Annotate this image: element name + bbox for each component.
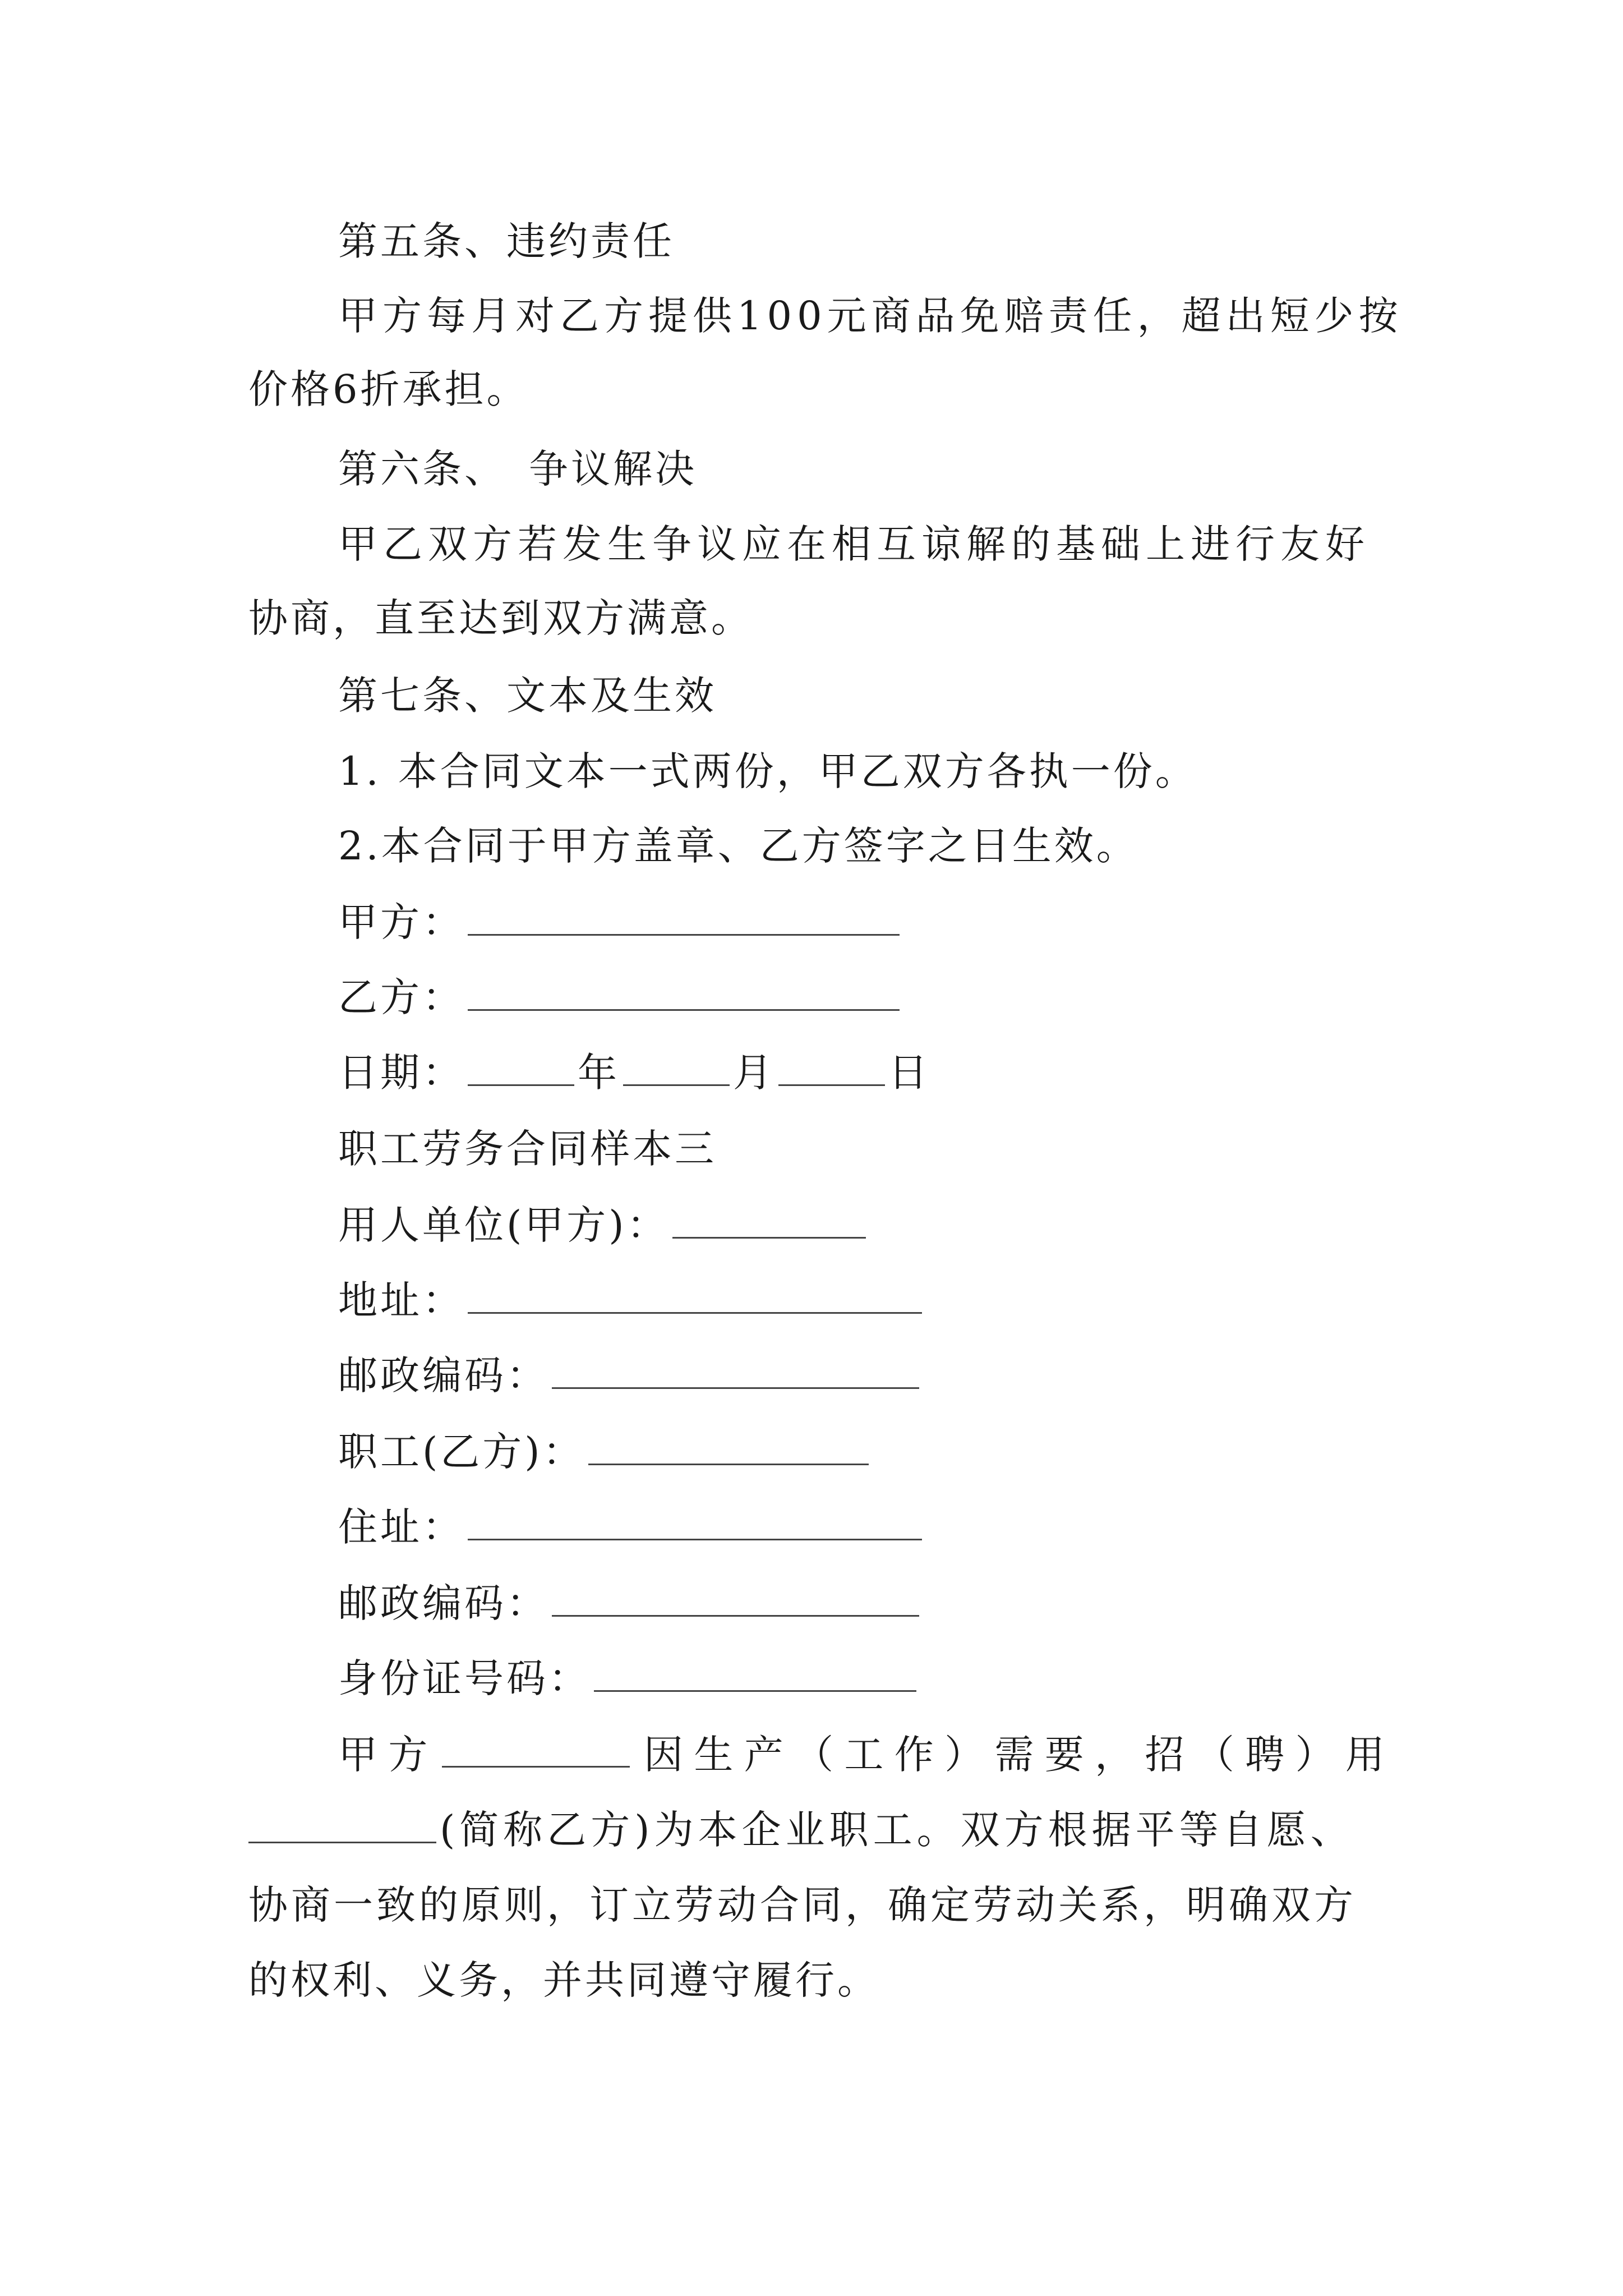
- address-blank: [468, 1273, 922, 1314]
- sample-3-title: 职工劳务合同样本三: [338, 1126, 717, 1172]
- party-a-blank: [468, 895, 900, 936]
- intro-char: （: [1195, 1732, 1234, 1778]
- worker-blank: [588, 1424, 869, 1465]
- party-b-blank: [468, 970, 900, 1011]
- intro-char: 生: [694, 1732, 734, 1778]
- intro-char: ，: [1095, 1732, 1135, 1778]
- year-blank: [468, 1045, 574, 1086]
- month-blank: [623, 1045, 730, 1086]
- intro-char: 产: [744, 1732, 783, 1778]
- intro-blank-2: [248, 1802, 436, 1843]
- postcode-1-blank: [552, 1348, 919, 1389]
- article-6-text-line-2: 协商，直至达到双方满意。: [248, 595, 753, 641]
- worker-line: [338, 1424, 872, 1480]
- intro-line-4: 的权利、义务，并共同遵守履行。: [248, 1957, 879, 2003]
- article-7-title: 第七条、文本及生效: [338, 673, 717, 719]
- day-label: 日: [888, 1050, 930, 1096]
- postcode-1-label: 邮政编码：: [338, 1352, 548, 1398]
- intro-char: 用: [1345, 1732, 1385, 1778]
- id-number-label: 身份证号码：: [338, 1655, 591, 1701]
- postcode-2-blank: [552, 1576, 919, 1617]
- article-6-title: [338, 441, 697, 497]
- intro-char: 工: [844, 1732, 884, 1778]
- residence-blank: [468, 1499, 922, 1540]
- intro-char: 因: [644, 1732, 684, 1778]
- party-b-label: 乙方：: [338, 974, 464, 1020]
- intro-line-1: [338, 1727, 1385, 1783]
- postcode-2-label: 邮政编码：: [338, 1580, 548, 1626]
- intro-char: ）: [1295, 1732, 1335, 1778]
- intro-char: 方: [388, 1732, 428, 1778]
- article-6-title-prefix: 第六条、: [338, 446, 506, 492]
- year-label: 年: [578, 1050, 620, 1096]
- article-7-item-1: [338, 743, 1197, 799]
- party-a-label: 甲方：: [338, 899, 464, 945]
- article-7-item-2: 2.本合同于甲方盖章、乙方签字之日生效。: [338, 823, 1138, 869]
- article-5-text-1: 甲方每月对乙方提供100元商品免赔责任，超出短少按: [338, 293, 1403, 339]
- address-line: [338, 1272, 925, 1328]
- intro-char: ）: [944, 1732, 984, 1778]
- party-a-signature-line: [338, 894, 903, 950]
- article-6-text-line-1: 甲乙双方若发生争议应在相互谅解的基础上进行友好: [338, 521, 1370, 567]
- address-label: 地址：: [338, 1277, 464, 1323]
- intro-char: 作: [894, 1732, 934, 1778]
- article-6-title-text: 争议解决: [529, 446, 697, 492]
- article-7-item-1-number: 1.: [338, 748, 381, 794]
- worker-label: 职工(乙方)：: [338, 1429, 585, 1475]
- party-b-signature-line: [338, 969, 903, 1025]
- postcode-2-line: [338, 1575, 923, 1631]
- intro-line-2: [248, 1802, 1354, 1858]
- intro-char: 甲: [338, 1732, 377, 1778]
- article-5-title: 第五条、违约责任: [338, 218, 675, 264]
- intro-char: 要: [1044, 1732, 1084, 1778]
- intro-char: 需: [994, 1732, 1034, 1778]
- employer-blank: [672, 1198, 866, 1239]
- intro-text-2: (简称乙方)为本企业职工。双方根据平等自愿、: [440, 1807, 1354, 1853]
- id-number-blank: [594, 1651, 916, 1692]
- intro-line-3: 协商一致的原则，订立劳动合同，确定劳动关系，明确双方: [248, 1882, 1357, 1928]
- id-number-line: [338, 1650, 920, 1706]
- intro-char: 聘: [1245, 1732, 1285, 1778]
- date-label: 日期：: [338, 1050, 464, 1096]
- article-7-item-1-text: 本合同文本一式两份，甲乙双方各执一份。: [398, 748, 1197, 794]
- article-5-text-line-1: [338, 288, 1403, 344]
- intro-blank-1: [442, 1727, 630, 1768]
- employer-label: 用人单位(甲方)：: [338, 1202, 669, 1248]
- intro-char: （: [794, 1732, 834, 1778]
- day-blank: [778, 1045, 885, 1086]
- intro-char: 招: [1145, 1732, 1184, 1778]
- article-5-text-line-2: 价格6折承担。: [248, 366, 529, 412]
- residence-label: 住址：: [338, 1504, 464, 1550]
- date-line: [338, 1045, 930, 1101]
- month-label: 月: [733, 1050, 775, 1096]
- employer-line: [338, 1197, 869, 1253]
- residence-line: [338, 1499, 925, 1555]
- postcode-1-line: [338, 1347, 923, 1404]
